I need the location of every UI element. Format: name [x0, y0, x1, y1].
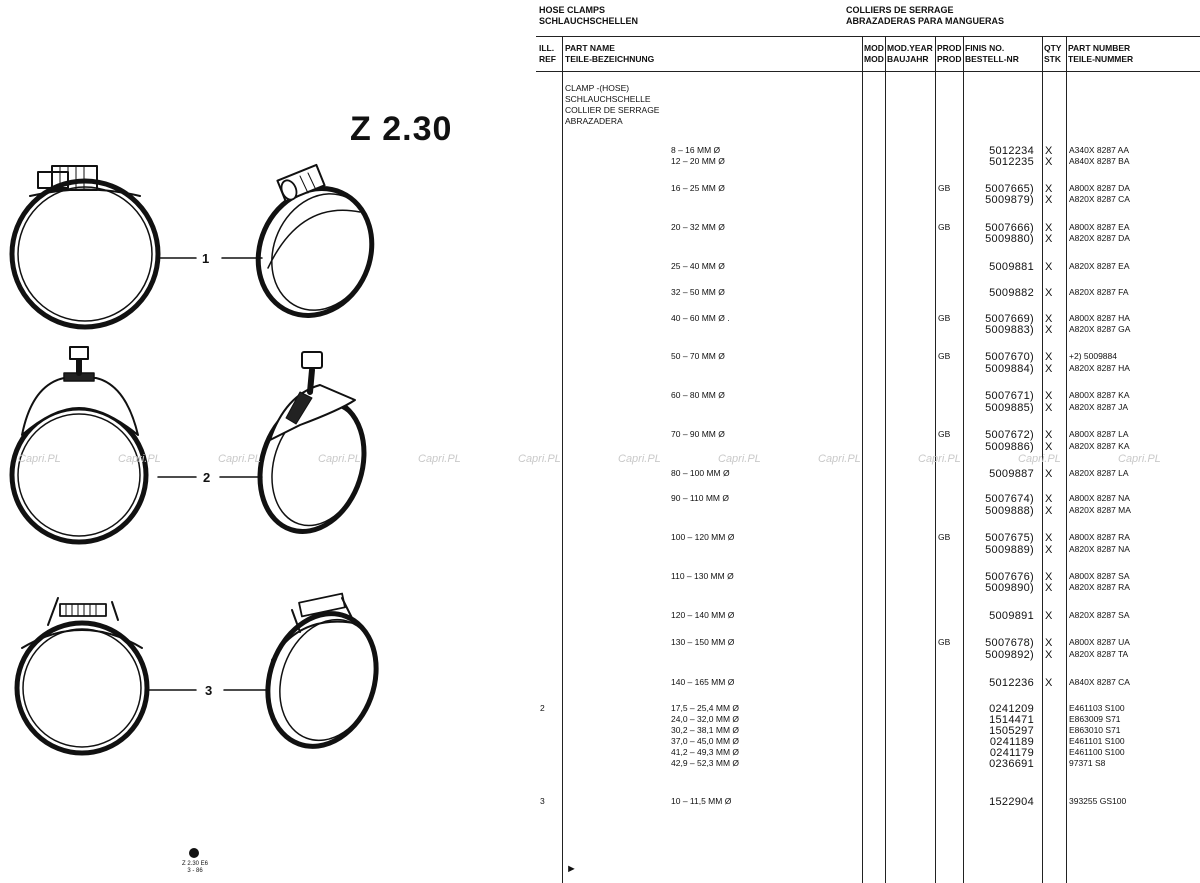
row-part-number: A820X 8287 NA — [1069, 544, 1130, 554]
part-name-line: COLLIER DE SERRAGE — [565, 105, 660, 115]
row-part-number: A820X 8287 HA — [1069, 363, 1130, 373]
row-size: 12 – 20 MM Ø — [671, 156, 725, 166]
row-finis-no: 5007665) — [985, 183, 1034, 195]
row-qty: X — [1045, 313, 1053, 325]
row-qty: X — [1045, 505, 1053, 517]
column-header-line: TEILE-NUMMER — [1068, 54, 1134, 64]
header-title-de: SCHLAUCHSCHELLEN — [539, 16, 638, 26]
row-part-number: A840X 8287 CA — [1069, 677, 1130, 687]
row-part-number: A820X 8287 RA — [1069, 582, 1130, 592]
row-part-number: A820X 8287 MA — [1069, 505, 1131, 515]
row-part-number: A840X 8287 BA — [1069, 156, 1130, 166]
row-finis-no: 5009892) — [985, 649, 1034, 661]
column-header-line: MOD.YEAR — [887, 43, 933, 53]
row-part-number: A800X 8287 UA — [1069, 637, 1130, 647]
row-part-number: E461103 S100 — [1069, 703, 1125, 713]
row-finis-no: 0236691 — [989, 758, 1034, 770]
row-qty: X — [1045, 145, 1053, 157]
column-header-line: MOD — [864, 43, 884, 53]
row-prod: GB — [938, 222, 951, 232]
column-header-line: BAUJAHR — [887, 54, 929, 64]
row-size: 8 – 16 MM Ø — [671, 145, 721, 155]
row-finis-no: 5009880) — [985, 233, 1034, 245]
row-part-number: A800X 8287 RA — [1069, 532, 1130, 542]
row-prod: GB — [938, 429, 951, 439]
watermark-text: Capri.PL — [1118, 453, 1161, 465]
column-header-qty — [1044, 43, 1061, 65]
part-name-line: ABRAZADERA — [565, 116, 623, 126]
row-qty: X — [1045, 194, 1053, 206]
row-part-number: A800X 8287 LA — [1069, 429, 1129, 439]
column-header-line: PART NAME — [565, 43, 615, 53]
row-qty: X — [1045, 571, 1053, 583]
header-title-es: ABRAZADERAS PARA MANGUERAS — [846, 16, 1005, 26]
row-ref: 3 — [540, 796, 545, 806]
watermark-text: Capri.PL — [418, 453, 461, 465]
row-finis-no: 5009891 — [989, 610, 1034, 622]
column-header-line: STK — [1044, 54, 1061, 64]
row-size: 41,2 – 49,3 MM Ø — [671, 747, 740, 757]
row-part-number: A800X 8287 NA — [1069, 493, 1130, 503]
row-qty: X — [1045, 649, 1053, 661]
column-header-line: MOD — [864, 54, 884, 64]
row-part-number: A820X 8287 DA — [1069, 233, 1130, 243]
row-finis-no: 0241179 — [989, 747, 1034, 759]
cursor-arrow-icon: ► — [566, 863, 577, 875]
row-part-number: A800X 8287 EA — [1069, 222, 1130, 232]
row-part-number: +2) 5009884 — [1069, 351, 1117, 361]
row-qty: X — [1045, 677, 1053, 689]
row-finis-no: 1522904 — [989, 796, 1034, 808]
watermark-text: Capri.PL — [618, 453, 661, 465]
row-part-number: E863010 S71 — [1069, 725, 1121, 735]
row-part-number: A820X 8287 KA — [1069, 441, 1130, 451]
row-size: 90 – 110 MM Ø — [671, 493, 729, 503]
row-part-number: A800X 8287 DA — [1069, 183, 1130, 193]
row-size: 120 – 140 MM Ø — [671, 610, 735, 620]
row-finis-no: 5007669) — [985, 313, 1034, 325]
column-header-line: BESTELL-NR — [965, 54, 1019, 64]
row-size: 24,0 – 32,0 MM Ø — [671, 714, 740, 724]
row-part-number: A820X 8287 JA — [1069, 402, 1129, 412]
column-header-prod — [937, 43, 962, 65]
row-part-number: A820X 8287 TA — [1069, 649, 1129, 659]
column-header-mod-year — [887, 43, 933, 65]
row-qty: X — [1045, 610, 1053, 622]
row-finis-no: 5007676) — [985, 571, 1034, 583]
row-finis-no: 5009888) — [985, 505, 1034, 517]
row-size: 60 – 80 MM Ø — [671, 390, 725, 400]
row-qty: X — [1045, 544, 1053, 556]
row-size: 20 – 32 MM Ø — [671, 222, 725, 232]
header-title-en: HOSE CLAMPS — [539, 5, 606, 15]
row-size: 140 – 165 MM Ø — [671, 677, 735, 687]
column-header-part-name — [565, 43, 654, 65]
row-finis-no: 5009884) — [985, 363, 1034, 375]
row-part-number: A340X 8287 AA — [1069, 145, 1130, 155]
row-qty: X — [1045, 390, 1053, 402]
row-qty: X — [1045, 233, 1053, 245]
row-qty: X — [1045, 222, 1053, 234]
page-code: Z 2.30 — [350, 110, 453, 148]
row-part-number: 97371 S8 — [1069, 758, 1106, 768]
column-header-mod — [864, 43, 884, 65]
row-part-number: A820X 8287 FA — [1069, 287, 1129, 297]
row-finis-no: 0241209 — [989, 703, 1034, 715]
row-part-number: A800X 8287 SA — [1069, 571, 1130, 581]
row-finis-no: 1514471 — [989, 714, 1034, 726]
row-part-number: A820X 8287 EA — [1069, 261, 1130, 271]
row-size: 25 – 40 MM Ø — [671, 261, 725, 271]
row-prod: GB — [938, 351, 951, 361]
row-size: 40 – 60 MM Ø . — [671, 313, 730, 323]
row-finis-no: 5007670) — [985, 351, 1034, 363]
column-header-line: PROD — [937, 43, 962, 53]
row-qty: X — [1045, 468, 1053, 480]
row-finis-no: 5009879) — [985, 194, 1034, 206]
row-size: 70 – 90 MM Ø — [671, 429, 725, 439]
row-part-number: A820X 8287 GA — [1069, 324, 1131, 334]
column-header-line: ILL. — [539, 43, 555, 53]
column-header-line: PROD — [937, 54, 962, 64]
row-qty: X — [1045, 351, 1053, 363]
callout-1: 1 — [202, 251, 210, 266]
column-header-line: QTY — [1044, 43, 1062, 53]
watermark-text: Capri.PL — [1018, 453, 1061, 465]
watermark-text: Capri.PL — [118, 453, 161, 465]
row-part-number: A820X 8287 CA — [1069, 194, 1130, 204]
row-finis-no: 5009882 — [989, 287, 1034, 299]
column-header-line: REF — [539, 54, 556, 64]
row-qty: X — [1045, 363, 1053, 375]
illustration-footer-line: 3 - 86 — [187, 868, 203, 874]
watermark-text: Capri.PL — [518, 453, 561, 465]
row-finis-no: 5009885) — [985, 402, 1034, 414]
row-finis-no: 0241189 — [989, 736, 1034, 748]
row-finis-no: 5009886) — [985, 441, 1034, 453]
column-header-line: PART NUMBER — [1068, 43, 1131, 53]
row-finis-no: 5007675) — [985, 532, 1034, 544]
row-qty: X — [1045, 441, 1053, 453]
row-size: 10 – 11,5 MM Ø — [671, 796, 732, 806]
row-ref: 2 — [540, 703, 545, 713]
row-finis-no: 5007678) — [985, 637, 1034, 649]
row-qty: X — [1045, 429, 1053, 441]
row-finis-no: 5009890) — [985, 582, 1034, 594]
callout-3: 3 — [205, 683, 213, 698]
row-finis-no: 5012234 — [989, 145, 1034, 157]
row-qty: X — [1045, 493, 1053, 505]
row-part-number: A820X 8287 LA — [1069, 468, 1129, 478]
row-size: 100 – 120 MM Ø — [671, 532, 735, 542]
row-part-number: E863009 S71 — [1069, 714, 1121, 724]
row-qty: X — [1045, 156, 1053, 168]
row-part-number: A800X 8287 KA — [1069, 390, 1130, 400]
row-part-number: A820X 8287 SA — [1069, 610, 1130, 620]
row-finis-no: 5007674) — [985, 493, 1034, 505]
column-header-finis — [965, 43, 1019, 65]
callout-2: 2 — [203, 470, 211, 485]
row-part-number: E461101 S100 — [1069, 736, 1125, 746]
row-finis-no: 5007672) — [985, 429, 1034, 441]
row-prod: GB — [938, 532, 951, 542]
row-size: 130 – 150 MM Ø — [671, 637, 735, 647]
column-header-line: FINIS NO. — [965, 43, 1005, 53]
row-finis-no: 5012235 — [989, 156, 1034, 168]
row-finis-no: 5007671) — [985, 390, 1034, 402]
illustration-footer-line: Z 2.30 E6 — [181, 861, 208, 867]
row-prod: GB — [938, 313, 951, 323]
row-qty: X — [1045, 637, 1053, 649]
row-size: 17,5 – 25,4 MM Ø — [671, 703, 740, 713]
row-size: 16 – 25 MM Ø — [671, 183, 725, 193]
watermark-text: Capri.PL — [18, 453, 61, 465]
row-qty: X — [1045, 402, 1053, 414]
part-name-line: SCHLAUCHSCHELLE — [565, 94, 651, 104]
row-prod: GB — [938, 183, 951, 193]
column-header-line: TEILE-BEZEICHNUNG — [565, 54, 655, 64]
row-part-number: A800X 8287 HA — [1069, 313, 1130, 323]
row-part-number: E461100 S100 — [1069, 747, 1125, 757]
header-title-fr: COLLIERS DE SERRAGE — [846, 5, 954, 15]
row-finis-no: 5009887 — [989, 468, 1034, 480]
row-qty: X — [1045, 287, 1053, 299]
row-part-number: 393255 GS100 — [1069, 796, 1127, 806]
row-size: 110 – 130 MM Ø — [671, 571, 734, 581]
row-qty: X — [1045, 183, 1053, 195]
row-finis-no: 5009881 — [989, 261, 1034, 273]
row-qty: X — [1045, 324, 1053, 336]
row-prod: GB — [938, 637, 951, 647]
row-size: 80 – 100 MM Ø — [671, 468, 730, 478]
watermark-text: Capri.PL — [318, 453, 361, 465]
row-finis-no: 5012236 — [989, 677, 1034, 689]
row-size: 42,9 – 52,3 MM Ø — [671, 758, 740, 768]
row-size: 50 – 70 MM Ø — [671, 351, 725, 361]
part-name-line: CLAMP -(HOSE) — [565, 83, 630, 93]
row-finis-no: 5009889) — [985, 544, 1034, 556]
row-size: 30,2 – 38,1 MM Ø — [671, 725, 740, 735]
watermark-text: Capri.PL — [818, 453, 861, 465]
row-size: 37,0 – 45,0 MM Ø — [671, 736, 740, 746]
column-header-ill-ref — [539, 43, 556, 65]
column-header-part-number — [1068, 43, 1133, 65]
row-size: 32 – 50 MM Ø — [671, 287, 725, 297]
row-qty: X — [1045, 532, 1053, 544]
row-finis-no: 5007666) — [985, 222, 1034, 234]
row-qty: X — [1045, 261, 1053, 273]
row-finis-no: 1505297 — [989, 725, 1034, 737]
row-finis-no: 5009883) — [985, 324, 1034, 336]
watermark-text: Capri.PL — [718, 453, 761, 465]
watermark-text: Capri.PL — [918, 453, 961, 465]
row-qty: X — [1045, 582, 1053, 594]
watermark-text: Capri.PL — [218, 453, 261, 465]
part-name-block — [565, 83, 659, 127]
